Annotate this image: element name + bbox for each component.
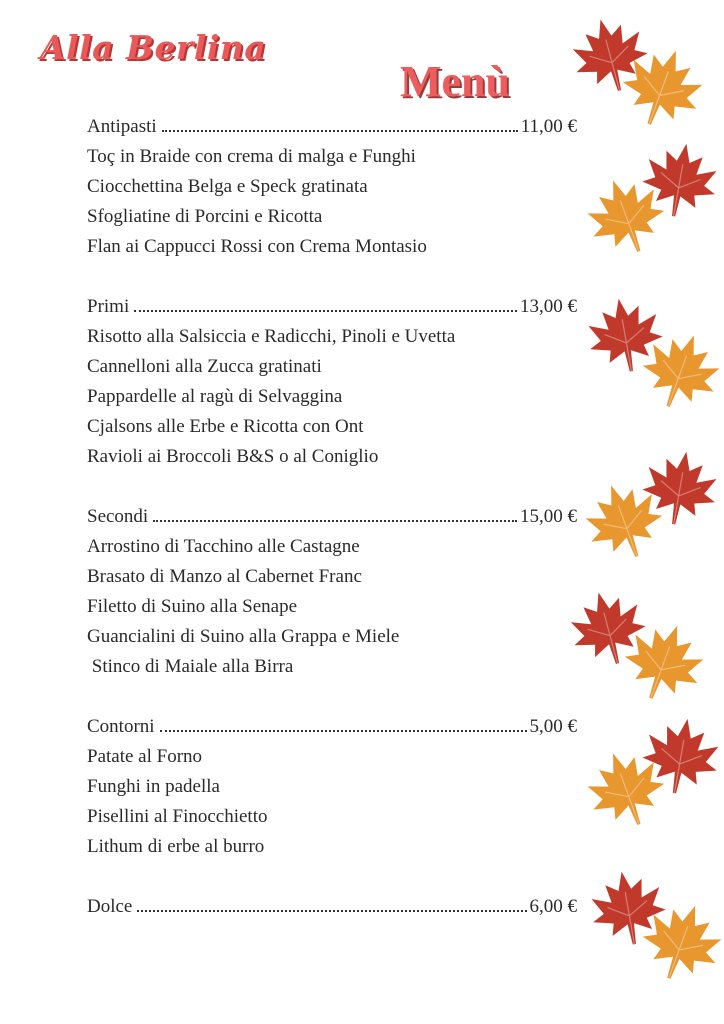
- menu-item: Flan ai Cappucci Rossi con Crema Montasio: [87, 236, 427, 257]
- leader-dots: [160, 730, 527, 732]
- restaurant-name: Alla Berlina: [40, 28, 267, 67]
- menu-item: Risotto alla Salsiccia e Radicchi, Pinoli e Uvetta: [87, 326, 456, 347]
- section-header: [87, 892, 577, 922]
- section-header: [87, 502, 577, 532]
- menu-item: Toç in Braide con crema di malga e Funghi: [87, 146, 416, 167]
- section-header: [87, 292, 577, 322]
- section-name: Primi: [87, 296, 130, 317]
- section-name: Dolce: [87, 896, 133, 917]
- menu-item: Funghi in padella: [87, 776, 220, 797]
- section-price: 13,00 €: [520, 296, 577, 317]
- section-price: 6,00 €: [529, 896, 577, 917]
- section-header: [87, 112, 577, 142]
- menu-list: [87, 112, 577, 922]
- menu-item: Pisellini al Finocchietto: [87, 806, 268, 827]
- section-price: 11,00 €: [520, 116, 577, 137]
- section-header: [87, 712, 577, 742]
- leader-dots: [162, 130, 518, 132]
- menu-item: Lithum di erbe al burro: [87, 836, 265, 857]
- section-price: 5,00 €: [529, 716, 577, 737]
- section-name: Contorni: [87, 716, 155, 737]
- leader-dots: [153, 520, 517, 522]
- menu-item: Ciocchettina Belga e Speck gratinata: [87, 176, 368, 197]
- menu-item: Patate al Forno: [87, 746, 203, 767]
- menu-item: Stinco di Maiale alla Birra: [87, 656, 294, 677]
- menu-item: Sfogliatine di Porcini e Ricotta: [87, 206, 323, 227]
- menu-item: Cannelloni alla Zucca gratinati: [87, 356, 322, 377]
- menu-item: Brasato di Manzo al Cabernet Franc: [87, 566, 362, 587]
- menu-item: Pappardelle al ragù di Selvaggina: [87, 386, 343, 407]
- leader-dots: [137, 910, 526, 912]
- section-name: Secondi: [87, 506, 149, 527]
- leader-dots: [134, 310, 517, 312]
- menu-item: Cjalsons alle Erbe e Ricotta con Ont: [87, 416, 364, 437]
- menu-item: Ravioli ai Broccoli B&S o al Coniglio: [87, 446, 379, 467]
- page-title: Menù: [400, 57, 510, 106]
- menu-item: Filetto di Suino alla Senape: [87, 596, 298, 617]
- section-name: Antipasti: [87, 116, 157, 137]
- menu-item: Guancialini di Suino alla Grappa e Miele: [87, 626, 400, 647]
- menu-item: Arrostino di Tacchino alle Castagne: [87, 536, 360, 557]
- section-price: 15,00 €: [520, 506, 577, 527]
